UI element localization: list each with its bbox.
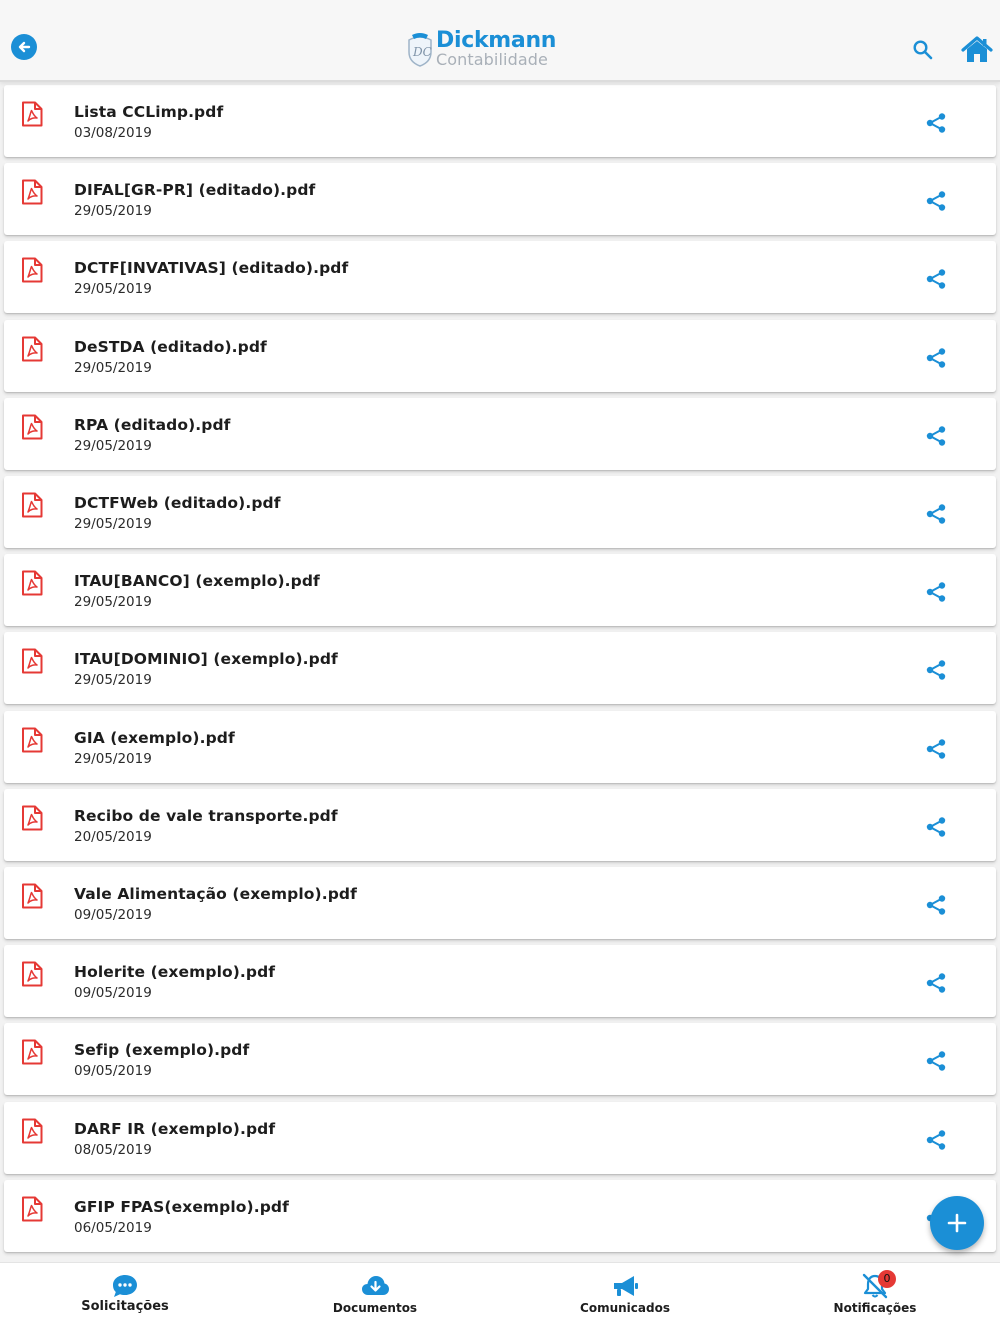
- document-name: DeSTDA (editado).pdf: [74, 337, 267, 356]
- pdf-file-icon: [21, 883, 43, 909]
- pdf-file-icon: [21, 727, 43, 753]
- home-icon: [961, 35, 993, 65]
- share-icon[interactable]: [925, 347, 947, 369]
- pdf-file-icon: [21, 414, 43, 440]
- share-icon[interactable]: [925, 190, 947, 212]
- document-date: 29/05/2019: [74, 672, 152, 689]
- document-row[interactable]: [4, 945, 996, 1017]
- megaphone-icon: [610, 1273, 640, 1299]
- document-name: GIA (exemplo).pdf: [74, 728, 235, 747]
- home-button[interactable]: [961, 35, 993, 65]
- document-date: 06/05/2019: [74, 1219, 152, 1236]
- document-date: 20/05/2019: [74, 828, 152, 845]
- document-name: DCTF[INVATIVAS] (editado).pdf: [74, 259, 349, 278]
- share-icon[interactable]: [925, 503, 947, 525]
- pdf-file-icon: [21, 1039, 43, 1065]
- document-name: Recibo de vale transporte.pdf: [74, 806, 338, 825]
- document-name: DIFAL[GR-PR] (editado).pdf: [74, 181, 316, 200]
- document-name: Holerite (exemplo).pdf: [74, 963, 276, 982]
- document-name: ITAU[DOMINIO] (exemplo).pdf: [74, 650, 338, 669]
- pdf-file-icon: [21, 1196, 43, 1222]
- back-button[interactable]: [11, 34, 37, 60]
- nav-label-solicitacoes: Solicitações: [81, 1299, 169, 1314]
- pdf-file-icon: [21, 805, 43, 831]
- pdf-file-icon: [21, 648, 43, 674]
- share-icon[interactable]: [925, 659, 947, 681]
- pdf-file-icon: [21, 336, 43, 362]
- arrow-left-circle-icon: [16, 39, 32, 55]
- plus-icon: [947, 1213, 967, 1233]
- nav-label-documentos: Documentos: [332, 1301, 418, 1315]
- svg-text:DC: DC: [413, 45, 432, 59]
- document-row[interactable]: [4, 632, 996, 704]
- document-date: 29/05/2019: [74, 281, 152, 298]
- document-row[interactable]: [4, 85, 996, 157]
- document-row[interactable]: [4, 1023, 996, 1095]
- bottom-navigation: [0, 1262, 1000, 1334]
- share-icon[interactable]: [925, 972, 947, 994]
- share-icon[interactable]: [925, 894, 947, 916]
- document-row[interactable]: [4, 241, 996, 313]
- document-row[interactable]: [4, 554, 996, 626]
- pdf-file-icon: [21, 257, 43, 283]
- share-icon[interactable]: [925, 816, 947, 838]
- pdf-file-icon: [21, 1118, 43, 1144]
- document-row[interactable]: [4, 398, 996, 470]
- pdf-file-icon: [21, 179, 43, 205]
- document-row[interactable]: [4, 320, 996, 392]
- document-date: 29/05/2019: [74, 594, 152, 611]
- cloud-download-icon: [360, 1273, 390, 1299]
- share-icon[interactable]: [925, 1050, 947, 1072]
- search-icon: [912, 39, 934, 61]
- logo-name: Dickmann: [436, 28, 557, 53]
- document-date: 29/05/2019: [74, 516, 152, 532]
- document-name: RPA (editado).pdf: [74, 415, 231, 434]
- logo-subtitle: Contabilidade: [436, 50, 548, 69]
- document-row[interactable]: [4, 867, 996, 939]
- document-name: DCTFWeb (editado).pdf: [74, 494, 281, 512]
- document-row[interactable]: [4, 163, 996, 235]
- nav-label-notificacoes: Notificações: [833, 1301, 917, 1315]
- document-date: 03/08/2019: [74, 125, 152, 141]
- document-name: Sefip (exemplo).pdf: [74, 1041, 250, 1060]
- nav-label-comunicados: Comunicados: [580, 1301, 670, 1315]
- share-icon[interactable]: [925, 1129, 947, 1151]
- document-name: DARF IR (exemplo).pdf: [74, 1119, 276, 1138]
- share-icon[interactable]: [925, 112, 947, 134]
- document-row[interactable]: [4, 1102, 996, 1174]
- document-date: 29/05/2019: [74, 203, 152, 220]
- search-button[interactable]: [912, 39, 934, 61]
- notifications-count-badge: 0: [878, 1270, 896, 1288]
- pdf-file-icon: [21, 101, 43, 127]
- document-date: 29/05/2019: [74, 750, 152, 767]
- share-icon[interactable]: [925, 425, 947, 447]
- document-name: Vale Alimentação (exemplo).pdf: [74, 885, 357, 903]
- document-name: GFIP FPAS(exemplo).pdf: [74, 1197, 289, 1216]
- logo-emblem-icon: [405, 32, 435, 68]
- document-name: ITAU[BANCO] (exemplo).pdf: [74, 572, 320, 591]
- nav-comunicados[interactable]: [500, 1263, 750, 1334]
- nav-notificacoes[interactable]: [750, 1263, 1000, 1334]
- document-date: 29/05/2019: [74, 359, 152, 376]
- chat-bubble-icon: [110, 1273, 140, 1299]
- document-date: 08/05/2019: [74, 1141, 152, 1158]
- nav-solicitacoes[interactable]: [0, 1263, 250, 1334]
- pdf-file-icon: [21, 570, 43, 596]
- share-icon[interactable]: [925, 581, 947, 603]
- document-row[interactable]: [4, 1180, 996, 1252]
- document-row[interactable]: [4, 711, 996, 783]
- document-name: Lista CCLimp.pdf: [74, 103, 224, 121]
- document-date: 09/05/2019: [74, 1063, 152, 1080]
- document-row[interactable]: [4, 789, 996, 861]
- document-row[interactable]: [4, 476, 996, 548]
- top-bar: [0, 0, 1000, 82]
- add-document-button[interactable]: [930, 1196, 984, 1250]
- nav-documentos[interactable]: [250, 1263, 500, 1334]
- pdf-file-icon: [21, 961, 43, 987]
- share-icon[interactable]: [925, 268, 947, 290]
- document-date: 09/05/2019: [74, 907, 152, 923]
- pdf-file-icon: [21, 492, 43, 518]
- document-date: 29/05/2019: [74, 437, 152, 454]
- document-date: 09/05/2019: [74, 985, 152, 1002]
- brand-logo: [405, 28, 555, 72]
- share-icon[interactable]: [925, 738, 947, 760]
